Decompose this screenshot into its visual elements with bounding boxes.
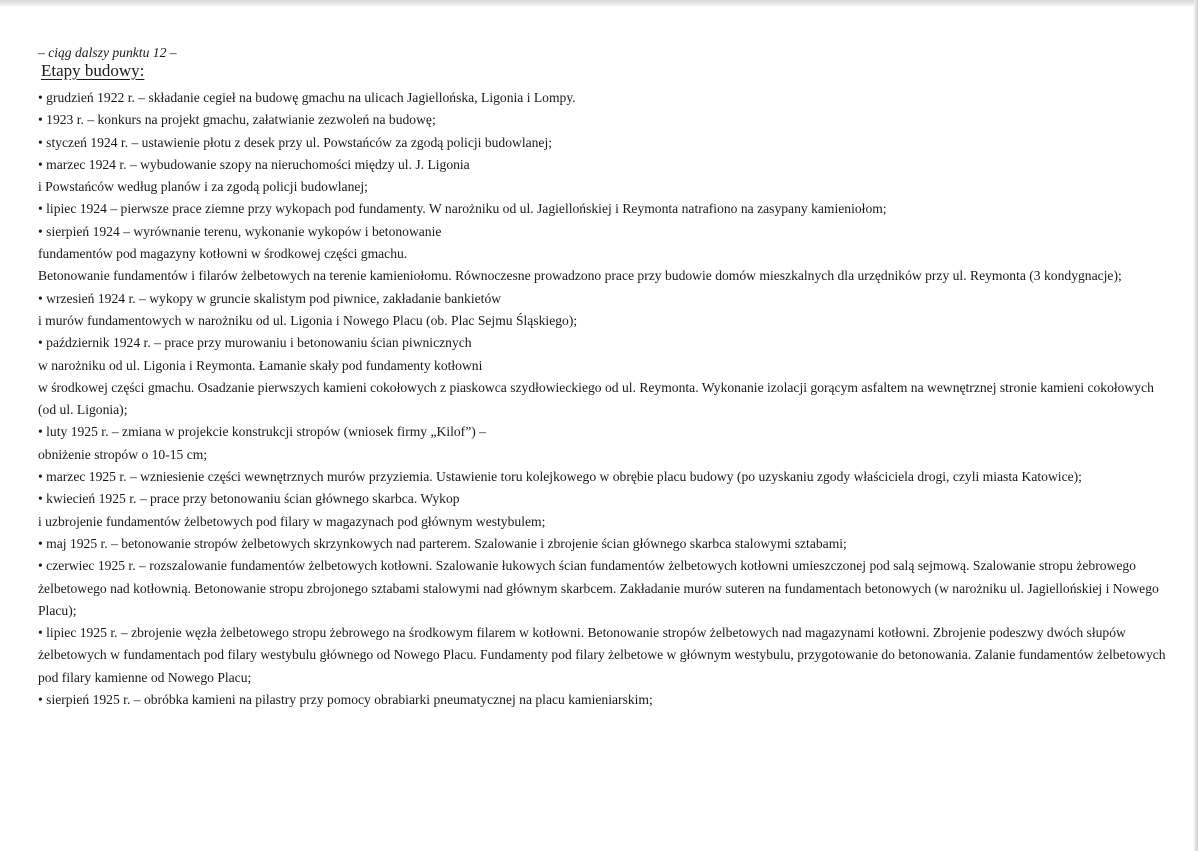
stage-line: • marzec 1924 r. – wybudowanie szopy na nieruchomości między ul. J. Ligonia — [38, 156, 470, 172]
stage-line: • lipiec 1925 r. – zbrojenie węzła żelbetowego stropu żebrowego na środkowym filarem w kotłowni. Betonowanie stropów żelbetowych nad magazynami kotłowni. Zbrojenie podeszwy dwóch słupów żelbetowych w fundamentach pod filary westybulu głównego od Nowego Placu. Fundamenty pod filary żelbetowe w głównym westybulu, przygotowanie do betonowania. Zalanie fundamentów żelbetowych pod filary kamienne od Nowego Placu; — [38, 625, 1166, 685]
stage-line: • sierpień 1924 – wyrównanie terenu, wykonanie wykopów i betonowanie — [38, 223, 442, 239]
stage-line: • grudzień 1922 r. – składanie cegieł na budowę gmachu na ulicach Jagiellońska, Ligonia i Lompy. — [38, 90, 576, 105]
stage-line: • sierpień 1925 r. – obróbka kamieni na pilastry przy pomocy obrabiarki pneumatycznej na placu kamieniarskim; — [38, 692, 653, 708]
document-page — [38, 44, 1168, 711]
stage-line: Betonowanie fundamentów i filarów żelbetowych na terenie kamieniołomu. Równoczesne prowadzono prace przy budowie domów mieszkalnych dla urzędników przy ul. Reymonta (3 kondygnacje); — [38, 268, 1122, 284]
stage-line: obniżenie stropów o 10-15 cm; — [38, 446, 208, 462]
stage-line: w narożniku od ul. Ligonia i Reymonta. Łamanie skały pod fundamenty kotłowni — [38, 357, 483, 373]
section-title: Etapy budowy: — [41, 61, 145, 80]
scan-edge-top — [0, 0, 1198, 6]
stage-line: • lipiec 1924 – pierwsze prace ziemne przy wykopach pod fundamenty. W narożniku od ul. Jagiellońskiej i Reymonta natrafiono na zasypany kamieniołom; — [38, 201, 887, 217]
scan-edge-right — [1194, 0, 1198, 851]
stage-line: • czerwiec 1925 r. – rozszalowanie fundamentów żelbetowych kotłowni. Szalowanie łukowych ścian fundamentów żelbetowych kotłowni umieszczonej pod salą sejmową. Szalowanie stropu żebrowego żelbetowego nad kotłownią. Betonowanie stropu zbrojonego sztabami stalowymi nad głównym skarbcem. Zakładanie murów suteren na fundamentach betonowych (w narożniku ul. Jagiellońskiej i Nowego Placu); — [38, 558, 1159, 618]
stage-line: • maj 1925 r. – betonowanie stropów żelbetowych skrzynkowych nad parterem. Szalowanie i zbrojenie ścian głównego skarbca stalowymi sztabami; — [38, 535, 847, 551]
continuation-note: – ciąg dalszy punktu 12 – — [38, 45, 177, 60]
stage-line: fundamentów pod magazyny kotłowni w środkowej części gmachu. — [38, 246, 408, 262]
stage-line: • kwiecień 1925 r. – prace przy betonowaniu ścian głównego skarbca. Wykop — [38, 491, 460, 507]
stage-line: i murów fundamentowych w narożniku od ul. Ligonia i Nowego Placu (ob. Plac Sejmu Śląskiego); — [38, 312, 578, 328]
construction-stages-list — [38, 87, 1168, 711]
stage-line: • wrzesień 1924 r. – wykopy w gruncie skalistym pod piwnice, zakładanie bankietów — [38, 290, 502, 306]
stage-line: i uzbrojenie fundamentów żelbetowych pod filary w magazynach pod głównym westybulem; — [38, 513, 546, 529]
stage-line: • luty 1925 r. – zmiana w projekcie konstrukcji stropów (wniosek firmy „Kilof”) – — [38, 424, 486, 440]
stage-line: • październik 1924 r. – prace przy murowaniu i betonowaniu ścian piwnicznych — [38, 335, 472, 351]
stage-line: w środkowej części gmachu. Osadzanie pierwszych kamieni cokołowych z piaskowca szydłowieckiego od ul. Reymonta. Wykonanie izolacji gorącym asfaltem na wewnętrznej stronie kamieni cokołowych (od ul. Ligonia); — [38, 379, 1154, 418]
stage-line: i Powstańców według planów i za zgodą policji budowlanej; — [38, 179, 368, 195]
stage-line: • marzec 1925 r. – wzniesienie części wewnętrznych murów przyziemia. Ustawienie toru kolejkowego w obrębie placu budowy (po uzyskaniu zgody właściciela drogi, czyli miasta Katowice); — [38, 469, 1082, 485]
stage-line: • styczeń 1924 r. – ustawienie płotu z desek przy ul. Powstańców za zgodą policji budowlanej; — [38, 134, 553, 150]
stage-line: • 1923 r. – konkurs na projekt gmachu, załatwianie zezwoleń na budowę; — [38, 112, 436, 128]
